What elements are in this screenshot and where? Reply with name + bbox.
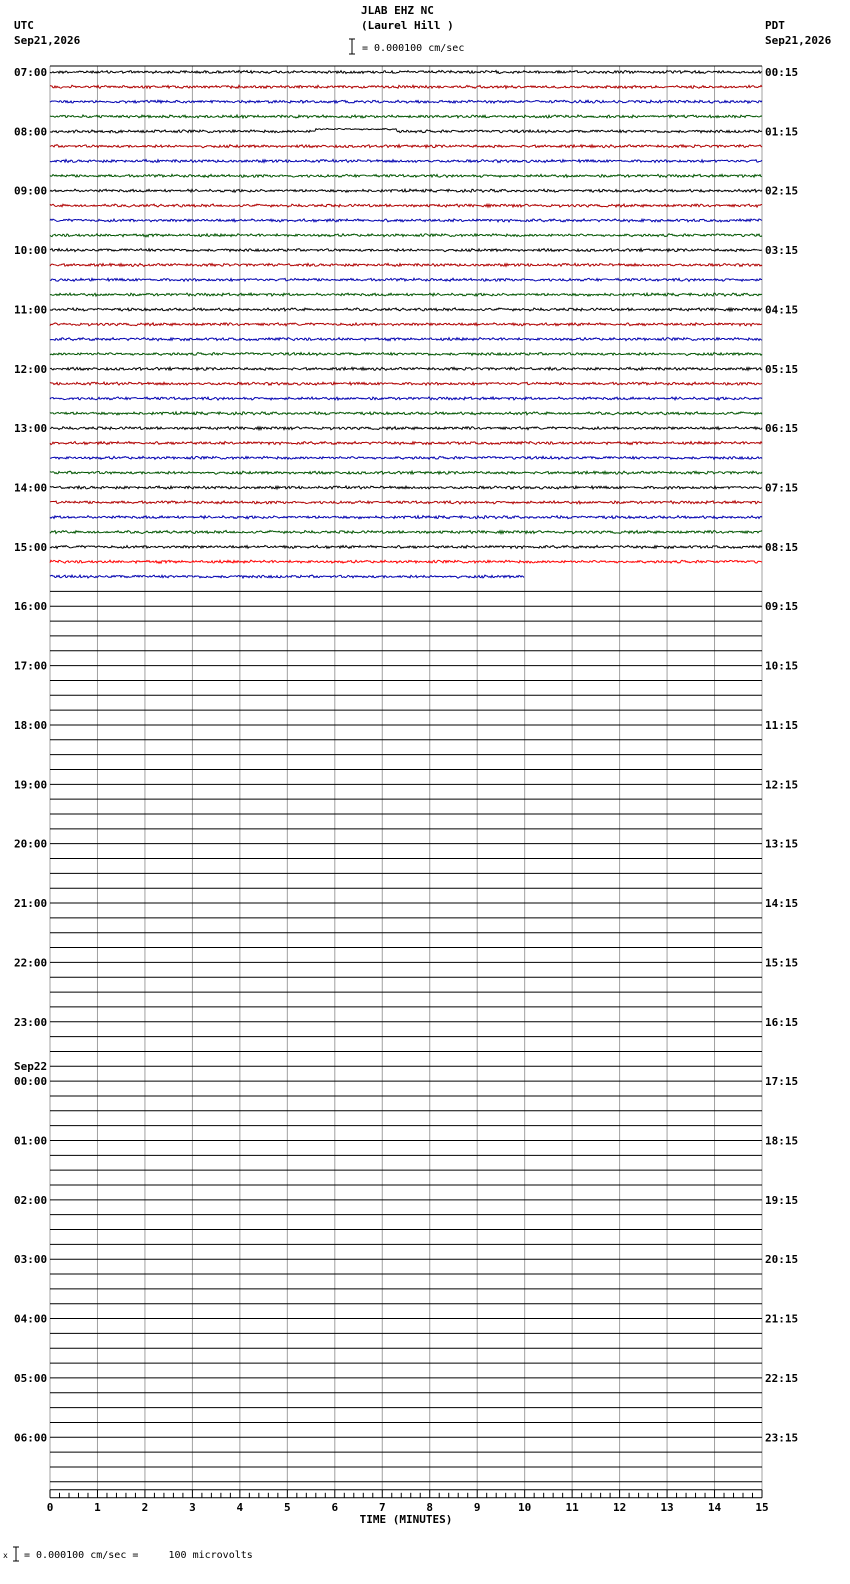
x-tick-label: 2: [141, 1500, 149, 1514]
trace-row-3: [50, 115, 762, 118]
utc-hour-label: 12:00: [14, 362, 48, 376]
utc-hour-label: 19:00: [14, 778, 48, 792]
utc-hour-label: 00:00: [14, 1075, 48, 1089]
utc-hour-label: 01:00: [14, 1134, 48, 1148]
pdt-hour-label: 06:15: [765, 422, 799, 436]
trace-row-32: [50, 545, 762, 548]
x-tick-label: 0: [46, 1500, 54, 1514]
trace-row-4: [50, 128, 762, 132]
x-tick-label: 3: [189, 1500, 196, 1514]
x-tick-label: 8: [426, 1500, 434, 1514]
pdt-hour-label: 04:15: [765, 303, 799, 317]
trace-row-1: [50, 85, 762, 88]
left-timezone: UTC: [14, 19, 34, 32]
utc-hour-label: 03:00: [14, 1253, 48, 1267]
utc-hour-label: 11:00: [14, 303, 48, 317]
pdt-hour-label: 15:15: [765, 956, 799, 970]
utc-hour-label: 18:00: [14, 718, 48, 732]
x-tick-label: 13: [660, 1500, 674, 1514]
trace-row-23: [50, 412, 762, 415]
utc-hour-label: 06:00: [14, 1431, 48, 1445]
pdt-hour-label: 00:15: [765, 66, 799, 79]
footer-scale-note: = 0.000100 cm/sec = 100 microvolts: [24, 1550, 253, 1561]
scale-label: = 0.000100 cm/sec: [362, 43, 465, 54]
pdt-hour-label: 12:15: [765, 778, 799, 792]
pdt-hour-label: 11:15: [765, 718, 799, 732]
x-axis-label: TIME (MINUTES): [359, 1512, 453, 1526]
trace-row-30: [50, 516, 762, 519]
utc-hour-label: 14:00: [14, 481, 48, 495]
trace-row-9: [50, 204, 762, 207]
utc-hour-label: 02:00: [14, 1193, 48, 1207]
trace-row-28: [50, 486, 762, 489]
pdt-hour-label: 05:15: [765, 362, 799, 376]
utc-hour-label: 13:00: [14, 422, 48, 436]
trace-row-16: [50, 308, 762, 311]
x-tick-label: 14: [707, 1500, 722, 1514]
station-title: JLAB EHZ NC: [361, 4, 434, 17]
pdt-hour-label: 18:15: [765, 1134, 799, 1148]
pdt-hour-label: 23:15: [765, 1431, 799, 1445]
trace-row-27: [50, 471, 762, 474]
utc-hour-label: 21:00: [14, 897, 48, 911]
utc-hour-label: 16:00: [14, 600, 48, 614]
x-tick-label: 12: [612, 1500, 627, 1514]
trace-row-25: [50, 441, 762, 444]
trace-row-5: [50, 145, 762, 148]
x-tick-label: 10: [518, 1500, 532, 1514]
trace-row-13: [50, 263, 762, 266]
trace-row-19: [50, 352, 762, 355]
pdt-hour-label: 17:15: [765, 1075, 799, 1089]
trace-row-22: [50, 397, 762, 400]
trace-row-12: [50, 249, 762, 252]
pdt-hour-label: 09:15: [765, 600, 799, 614]
pdt-hour-label: 01:15: [765, 125, 799, 139]
x-tick-label: 11: [565, 1500, 579, 1514]
trace-row-33: [50, 560, 762, 563]
trace-row-21: [50, 382, 762, 385]
pdt-hour-label: 03:15: [765, 244, 799, 258]
trace-row-14: [50, 278, 762, 281]
trace-row-20: [50, 367, 762, 370]
trace-row-10: [50, 219, 762, 222]
station-location: (Laurel Hill ): [361, 19, 454, 32]
right-date: Sep21,2026: [765, 34, 832, 47]
x-tick-label: 9: [473, 1500, 481, 1514]
right-timezone: PDT: [765, 19, 785, 32]
utc-hour-label: 15:00: [14, 540, 48, 554]
utc-date-change-label: Sep22: [14, 1060, 48, 1074]
pdt-hour-label: 02:15: [765, 184, 799, 198]
x-tick-label: 6: [331, 1500, 339, 1514]
utc-hour-label: 17:00: [14, 659, 48, 673]
svg-text:x: x: [3, 1551, 8, 1560]
pdt-hour-label: 19:15: [765, 1193, 799, 1207]
footer-scale-icon: [3, 1545, 23, 1563]
x-tick-label: 4: [236, 1500, 244, 1514]
trace-row-7: [50, 174, 762, 177]
pdt-hour-label: 16:15: [765, 1015, 799, 1029]
trace-row-0: [50, 70, 762, 73]
pdt-hour-label: 13:15: [765, 837, 799, 851]
utc-hour-label: 07:00: [14, 66, 48, 79]
pdt-hour-label: 21:15: [765, 1312, 799, 1326]
pdt-hour-label: 14:15: [765, 897, 799, 911]
pdt-hour-label: 08:15: [765, 540, 799, 554]
utc-hour-label: 22:00: [14, 956, 48, 970]
utc-hour-label: 05:00: [14, 1371, 48, 1385]
trace-row-11: [50, 234, 762, 237]
x-tick-label: 5: [284, 1500, 291, 1514]
utc-hour-label: 04:00: [14, 1312, 48, 1326]
x-tick-label: 15: [755, 1500, 769, 1514]
pdt-hour-label: 20:15: [765, 1253, 799, 1267]
trace-row-31: [50, 530, 762, 533]
pdt-hour-label: 07:15: [765, 481, 799, 495]
trace-row-29: [50, 501, 762, 504]
trace-row-2: [50, 100, 762, 103]
utc-hour-label: 10:00: [14, 244, 48, 258]
trace-row-24: [50, 427, 762, 430]
utc-hour-label: 20:00: [14, 837, 48, 851]
trace-row-15: [50, 293, 762, 296]
trace-row-6: [50, 159, 762, 162]
trace-row-8: [50, 189, 762, 192]
x-tick-label: 7: [378, 1500, 386, 1514]
utc-hour-label: 08:00: [14, 125, 48, 139]
trace-row-17: [50, 323, 762, 326]
utc-hour-label: 23:00: [14, 1015, 48, 1029]
left-date: Sep21,2026: [14, 34, 81, 47]
pdt-hour-label: 10:15: [765, 659, 799, 673]
pdt-hour-label: 22:15: [765, 1371, 799, 1385]
trace-row-18: [50, 338, 762, 341]
trace-row-26: [50, 456, 762, 459]
x-tick-label: 1: [94, 1500, 101, 1514]
utc-hour-label: 09:00: [14, 184, 48, 198]
